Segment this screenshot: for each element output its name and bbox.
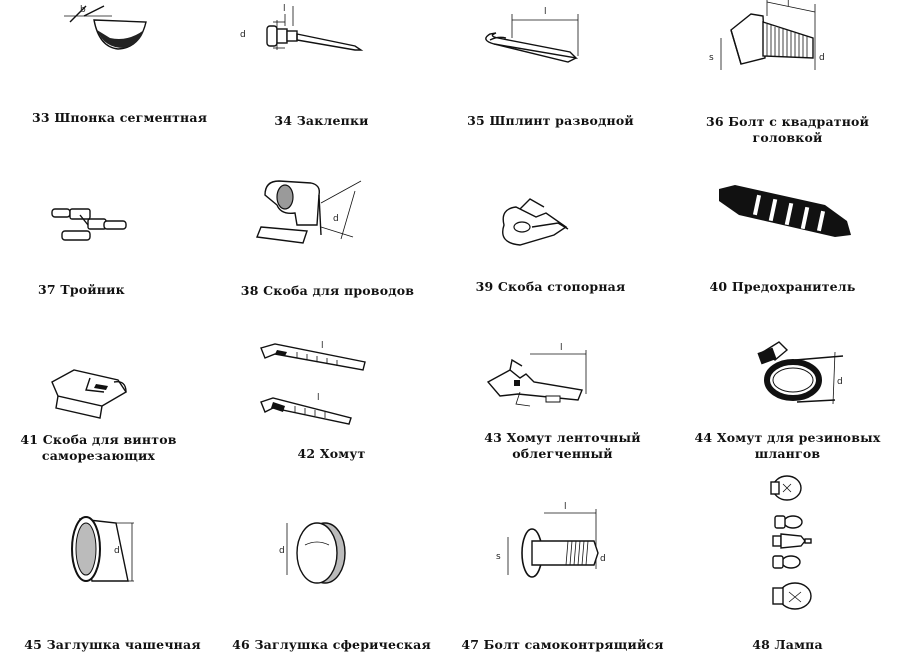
band-clamp-icon	[450, 330, 675, 430]
item-42	[225, 330, 450, 495]
cable-tie-icon	[225, 330, 450, 430]
svg-text:d: d	[114, 546, 120, 556]
item-39	[450, 165, 675, 330]
caption-35: 35 Шплинт разводной	[467, 113, 634, 128]
caption-41: 41 Скоба для винтов саморезающих	[20, 432, 177, 463]
tee-fitting-icon	[0, 165, 225, 265]
svg-text:l: l	[544, 7, 547, 17]
wire-clip-icon	[225, 165, 450, 265]
svg-text:s: s	[496, 552, 501, 562]
item-40	[675, 165, 900, 330]
svg-text:d: d	[240, 30, 246, 40]
caption-40: 40 Предохранитель	[709, 279, 856, 294]
item-46	[225, 495, 450, 661]
svg-text:d: d	[819, 53, 825, 63]
caption-45: 45 Заглушка чашечная	[24, 637, 201, 652]
item-37	[0, 165, 225, 330]
fuse-icon	[675, 165, 900, 265]
lamp-icon	[675, 470, 900, 610]
svg-text:l: l	[321, 341, 324, 351]
caption-43: 43 Хомут ленточный облегченный	[484, 430, 641, 461]
self-locking-bolt-icon	[450, 495, 675, 595]
square-head-bolt-icon	[675, 0, 900, 100]
svg-text:l: l	[560, 343, 563, 353]
svg-text:b: b	[80, 5, 86, 15]
segment-key-icon	[0, 0, 225, 100]
svg-text:d: d	[333, 214, 339, 224]
rivet-icon	[225, 0, 450, 100]
caption-38: 38 Скоба для проводов	[240, 283, 415, 298]
caption-44: 44 Хомут для резиновых шлангов	[694, 430, 881, 461]
caption-39: 39 Скоба стопорная	[475, 279, 626, 294]
svg-text:d: d	[837, 377, 843, 387]
svg-text:l: l	[787, 0, 790, 9]
hose-clamp-icon	[675, 330, 900, 430]
item-38	[225, 165, 450, 330]
item-47	[450, 495, 675, 661]
lock-clip-icon	[450, 165, 675, 265]
svg-text:d: d	[600, 554, 606, 564]
screw-clip-icon	[0, 330, 225, 430]
svg-text:l: l	[317, 393, 320, 403]
svg-text:d: d	[279, 546, 285, 556]
spherical-plug-icon	[225, 495, 450, 595]
caption-47: 47 Болт самоконтрящийся	[461, 637, 664, 652]
caption-46: 46 Заглушка сферическая	[232, 637, 431, 652]
item-34	[225, 0, 450, 165]
svg-text:s: s	[709, 53, 714, 63]
caption-33: 33 Шпонка сегментная	[32, 110, 208, 125]
item-33	[0, 0, 225, 165]
caption-37: 37 Тройник	[38, 282, 125, 297]
cup-plug-icon	[0, 495, 225, 595]
item-36	[675, 0, 900, 165]
item-35	[450, 0, 675, 165]
caption-34: 34 Заклепки	[274, 113, 369, 128]
svg-text:l: l	[564, 502, 567, 512]
item-43	[450, 330, 675, 495]
item-45	[0, 495, 225, 661]
cotter-pin-icon	[450, 0, 675, 100]
caption-36: 36 Болт с квадратной головкой	[705, 114, 870, 145]
caption-48: 48 Лампа	[752, 637, 823, 652]
caption-42: 42 Хомут	[297, 446, 366, 461]
item-48	[675, 470, 900, 661]
item-41	[0, 330, 225, 495]
svg-text:l: l	[283, 4, 286, 14]
